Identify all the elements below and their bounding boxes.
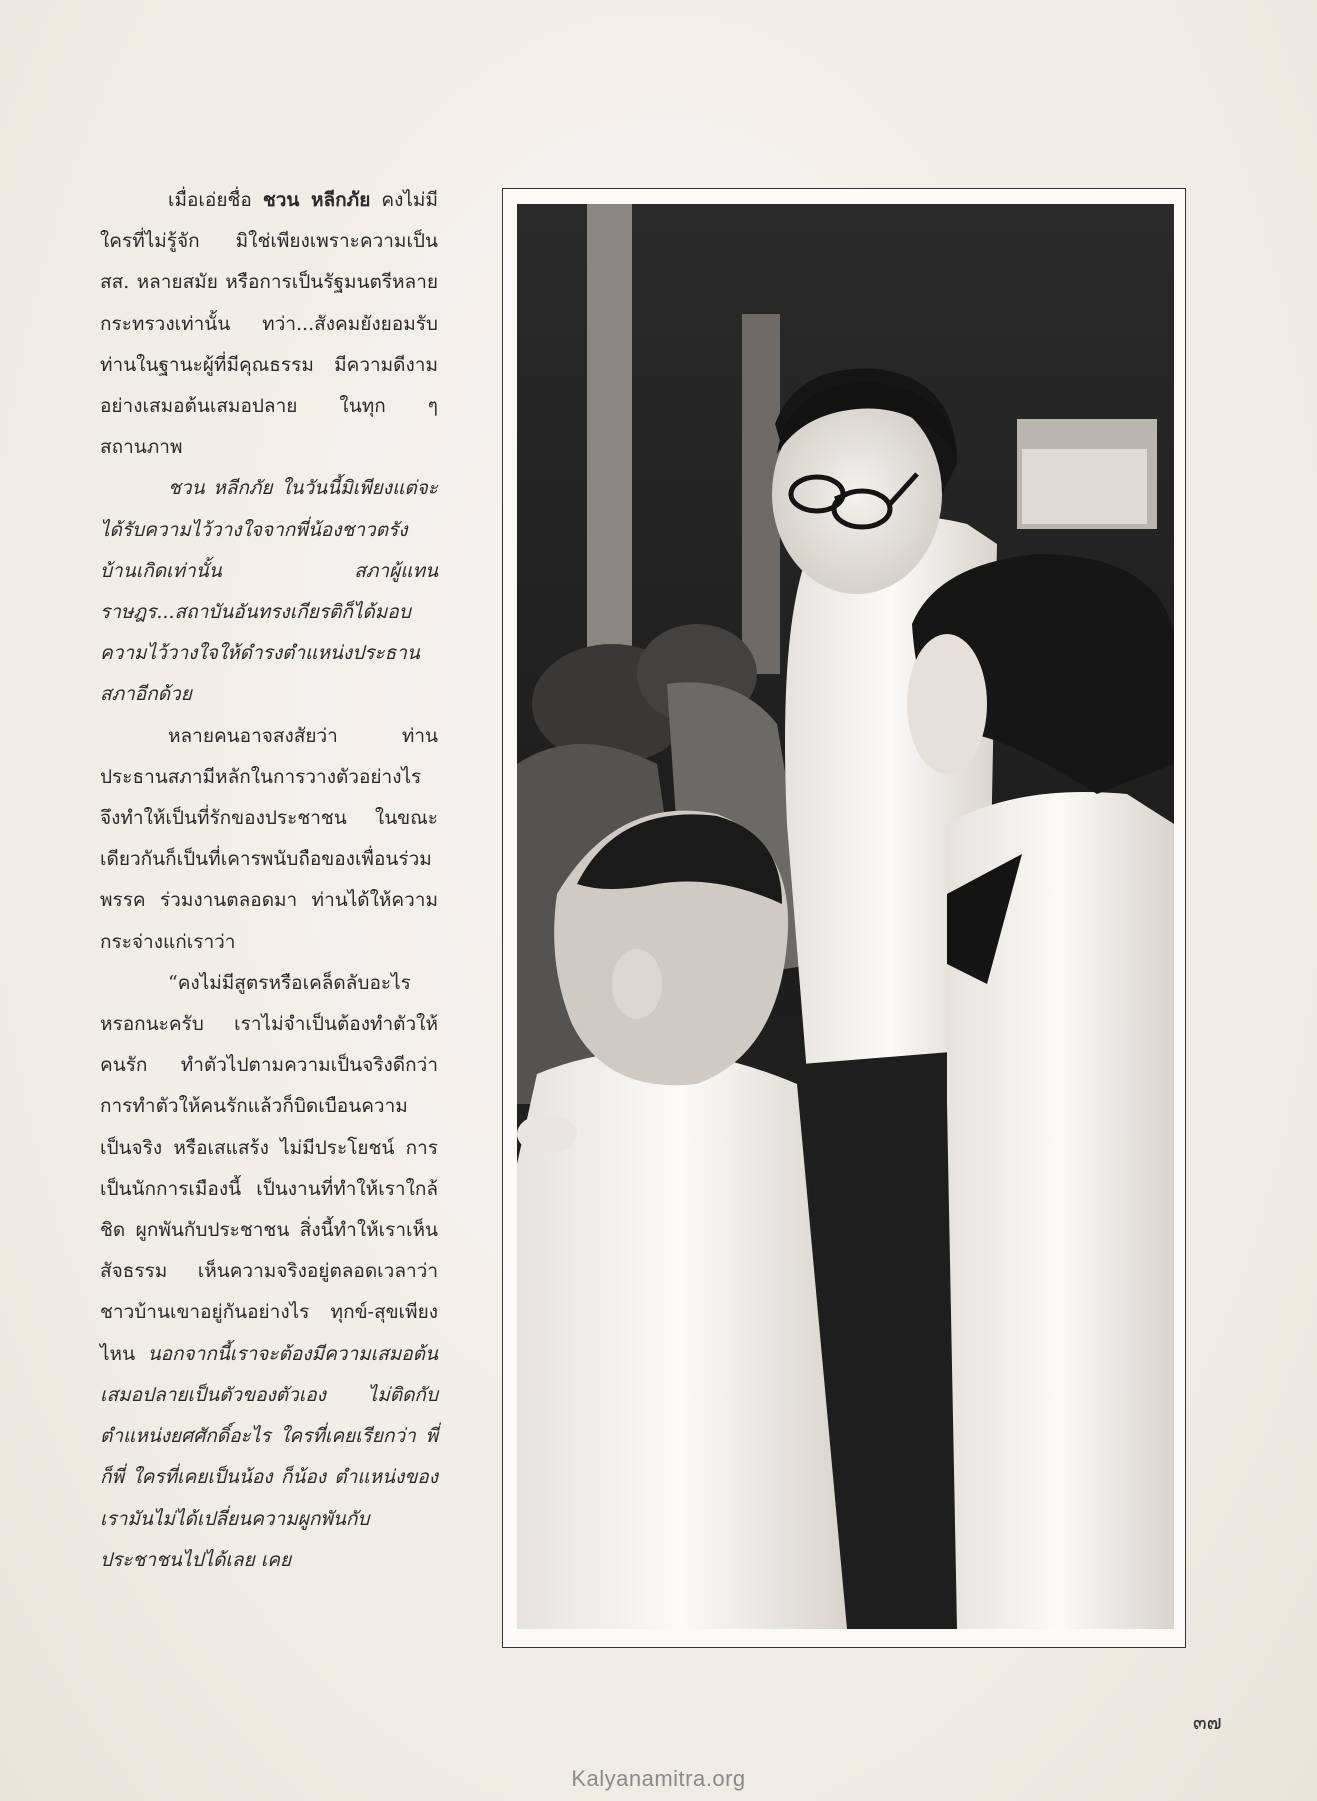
text-run: เมื่อเอ่ยชื่อ	[168, 189, 263, 211]
photograph	[517, 204, 1174, 1629]
text-run: ชวน หลีกภัย ในวันนี้มิเพียงแต่จะได้รับความไว้วางใจจากพี่น้องชาวตรังบ้านเกิดเท่านั้น สภาผู้แทนราษฎร...สถาบันอันทรงเกียรติก็ได้มอบความไว้วางใจให้ดำรงตำแหน่งประธานสภาอีกด้วย	[100, 477, 438, 706]
paragraph-4	[100, 963, 438, 1581]
person-name-bold: ชวน หลีกภัย	[262, 189, 371, 211]
photo-frame	[502, 188, 1186, 1648]
paragraph-3	[100, 716, 438, 963]
text-run: คงไม่มีใครที่ไม่รู้จัก มิใช่เพียงเพราะความเป็น สส. หลายสมัย หรือการเป็นรัฐมนตรีหลายกระทรวงเท่านั้น ทว่า...สังคมยังยอมรับท่านในฐานะผู้ที่มีคุณธรรม มีความดีงามอย่างเสมอต้นเสมอปลาย ในทุก ๆ สถานภาพ	[100, 189, 438, 459]
paragraph-2	[100, 468, 438, 715]
paragraph-1	[100, 180, 438, 468]
article-text-column	[100, 180, 438, 1581]
text-run-italic: นอกจากนี้เราจะต้องมีความเสมอต้นเสมอปลายเป็นตัวของตัวเอง ไม่ติดกับตำแหน่งยศศักดิ์อะไร ใครที่เคยเรียกว่า พี่ ก็พี่ ใครที่เคยเป็นน้อง ก็น้อง ตำแหน่งของเรามันไม่ได้เปลี่ยนความผูกพันกับประชาชนไปได้เลย เคย	[100, 1342, 438, 1571]
text-run: “คงไม่มีสูตรหรือเคล็ดลับอะไรหรอกนะครับ เราไม่จำเป็นต้องทำตัวให้คนรัก ทำตัวไปตามความเป็นจริงดีกว่า การทำตัวให้คนรักแล้วก็บิดเบือนความเป็นจริง หรือเสแสร้ง ไม่มีประโยชน์ การเป็นนักการเมืองนี้ เป็นงานที่ทำให้เราใกล้ชิด ผูกพันกับประชาชน สิ่งนี้ทำให้เราเห็นสัจธรรม เห็นความจริงอยู่ตลอดเวลาว่า ชาวบ้านเขาอยู่กันอย่างไร ทุกข์-สุขเพียงไหน	[100, 971, 438, 1365]
pillar	[587, 204, 632, 674]
page-number: ๓๗	[1193, 1710, 1222, 1734]
photo-illustration	[517, 204, 1174, 1629]
child-ear	[612, 949, 662, 1019]
glare	[517, 1114, 577, 1154]
boy-face	[907, 634, 987, 774]
text-run: หลายคนอาจสงสัยว่า ท่านประธานสภามีหลักในการวางตัวอย่างไร จึงทำให้เป็นที่รักของประชาชน ในขณะเดียวกันก็เป็นที่เคารพนับถือของเพื่อนร่วมพรรค ร่วมงานตลอดมา ท่านได้ให้ความกระจ่างแก่เราว่า	[100, 724, 438, 953]
window-bright	[1022, 449, 1147, 524]
watermark: Kalyanamitra.org	[571, 1766, 746, 1791]
